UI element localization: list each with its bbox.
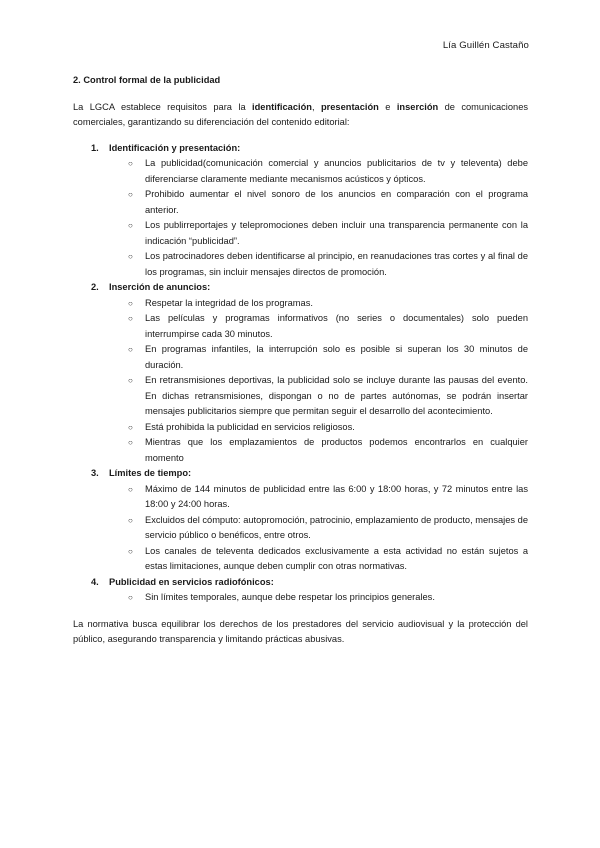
circle-bullet-icon: ○	[128, 190, 133, 199]
circle-bullet-icon: ○	[128, 515, 133, 525]
page-header-author: Lía Guillén Castaño	[442, 40, 529, 51]
conclusion-paragraph: La normativa busca equilibrar los derechos de los prestadores del servicio audiovisual y la protección del público, asegurando transparencia y limitando prácticas abusivas.	[73, 618, 528, 644]
intro-keyword-identificacion: identificación	[252, 101, 312, 112]
bullet-text: Máximo de 144 minutos de publicidad entre las 6:00 y 18:00 horas, y 72 minutos entre las 18:00 y 24:00 horas.	[145, 483, 528, 509]
intro-text: e	[378, 101, 397, 112]
list-item-insercion	[73, 280, 528, 466]
bullet-item	[109, 156, 528, 187]
circle-bullet-icon: ○	[128, 314, 133, 323]
circle-bullet-icon: ○	[128, 159, 133, 168]
bullet-list	[109, 590, 528, 606]
list-item-radio	[73, 575, 528, 606]
bullet-item	[109, 373, 528, 420]
bullet-list	[109, 296, 528, 467]
bullet-item	[109, 187, 528, 218]
bullet-item	[109, 218, 528, 249]
item-number: 4.	[91, 576, 99, 587]
bullet-item	[109, 420, 528, 436]
bullet-item	[109, 590, 528, 606]
bullet-text: La publicidad(comunicación comercial y anuncios publicitarios de tv y televenta) debe diferenciarse claramente mediante mecanismos acústicos y ópticos.	[145, 158, 528, 184]
bullet-item	[109, 544, 528, 575]
bullet-text: Está prohibida la publicidad en servicios religiosos.	[145, 421, 355, 432]
item-heading: Publicidad en servicios radiofónicos:	[109, 576, 274, 587]
bullet-item	[109, 435, 528, 466]
bullet-text: En programas infantiles, la interrupción solo es posible si superan los 30 minutos de duración.	[145, 344, 528, 370]
circle-bullet-icon: ○	[128, 345, 133, 354]
item-number: 2.	[91, 282, 99, 292]
bullet-item	[109, 311, 528, 342]
intro-keyword-presentacion: presentación	[320, 101, 379, 112]
list-item-limites	[73, 466, 528, 575]
bullet-list	[109, 482, 528, 575]
item-heading: Identificación y presentación:	[109, 142, 241, 153]
bullet-text: Las películas y programas informativos (no series o documentales) solo pueden interrumpirse cada 30 minutos.	[145, 313, 528, 339]
bullet-text: Prohibido aumentar el nivel sonoro de los anuncios en comparación con el programa anterior.	[145, 189, 528, 215]
circle-bullet-icon: ○	[128, 484, 133, 494]
circle-bullet-icon: ○	[128, 221, 133, 230]
intro-keyword-insercion: inserción	[396, 101, 439, 112]
bullet-text: Los canales de televenta dedicados exclusivamente a esta actividad no están sujetos a estas limitaciones, aunque deben cumplir con otras normativas.	[145, 545, 528, 571]
intro-text: ,	[311, 101, 321, 112]
numbered-list	[73, 141, 528, 606]
circle-bullet-icon: ○	[128, 422, 133, 432]
bullet-item	[109, 482, 528, 513]
item-number: 3.	[91, 468, 99, 478]
bullet-item	[109, 296, 528, 312]
item-number: 1.	[91, 142, 99, 153]
circle-bullet-icon: ○	[128, 298, 133, 308]
circle-bullet-icon: ○	[128, 546, 133, 556]
bullet-text: Los publirreportajes y telepromociones deben incluir una transparencia permanente con la indicación “publicidad”.	[145, 220, 528, 246]
bullet-item	[109, 249, 528, 280]
bullet-text: En retransmisiones deportivas, la publicidad solo se incluye durante las pausas del evento. En dichas retransmisiones, dispongan o no de partes autónomas, se podrán insertar mensajes publicitarios siempre que permitan seguir el desarrollo del acontecimiento.	[145, 375, 528, 416]
bullet-item	[109, 513, 528, 544]
bullet-text: Los patrocinadores deben identificarse al principio, en reanudaciones tras cortes y al final de los programas, sin incluir mensajes directos de promoción.	[145, 251, 528, 277]
bullet-text: Sin límites temporales, aunque debe respetar los principios generales.	[145, 592, 435, 602]
bullet-item	[109, 342, 528, 373]
section-title: 2. Control formal de la publicidad	[73, 75, 221, 85]
circle-bullet-icon: ○	[128, 376, 133, 385]
bullet-text: Mientras que los emplazamientos de productos podemos encontrarlos en cualquier momento	[145, 437, 528, 463]
intro-text: de comunicaciones comerciales, garantizando su diferenciación del contenido editorial:	[73, 101, 529, 127]
item-heading: Límites de tiempo:	[109, 468, 192, 478]
circle-bullet-icon: ○	[128, 252, 133, 261]
list-item-identificacion	[73, 141, 528, 281]
bullet-text: Respetar la integridad de los programas.	[145, 297, 313, 308]
circle-bullet-icon: ○	[128, 438, 133, 447]
document-body	[73, 73, 528, 648]
bullet-text: Excluidos del cómputo: autopromoción, patrocinio, emplazamiento de producto, mensajes de servicio público o benéficos, entre otros.	[145, 514, 528, 540]
intro-text: La LGCA establece requisitos para la	[73, 101, 253, 112]
circle-bullet-icon: ○	[128, 593, 133, 602]
intro-paragraph	[73, 100, 528, 131]
item-heading: Inserción de anuncios:	[109, 282, 211, 292]
bullet-list	[109, 156, 528, 280]
